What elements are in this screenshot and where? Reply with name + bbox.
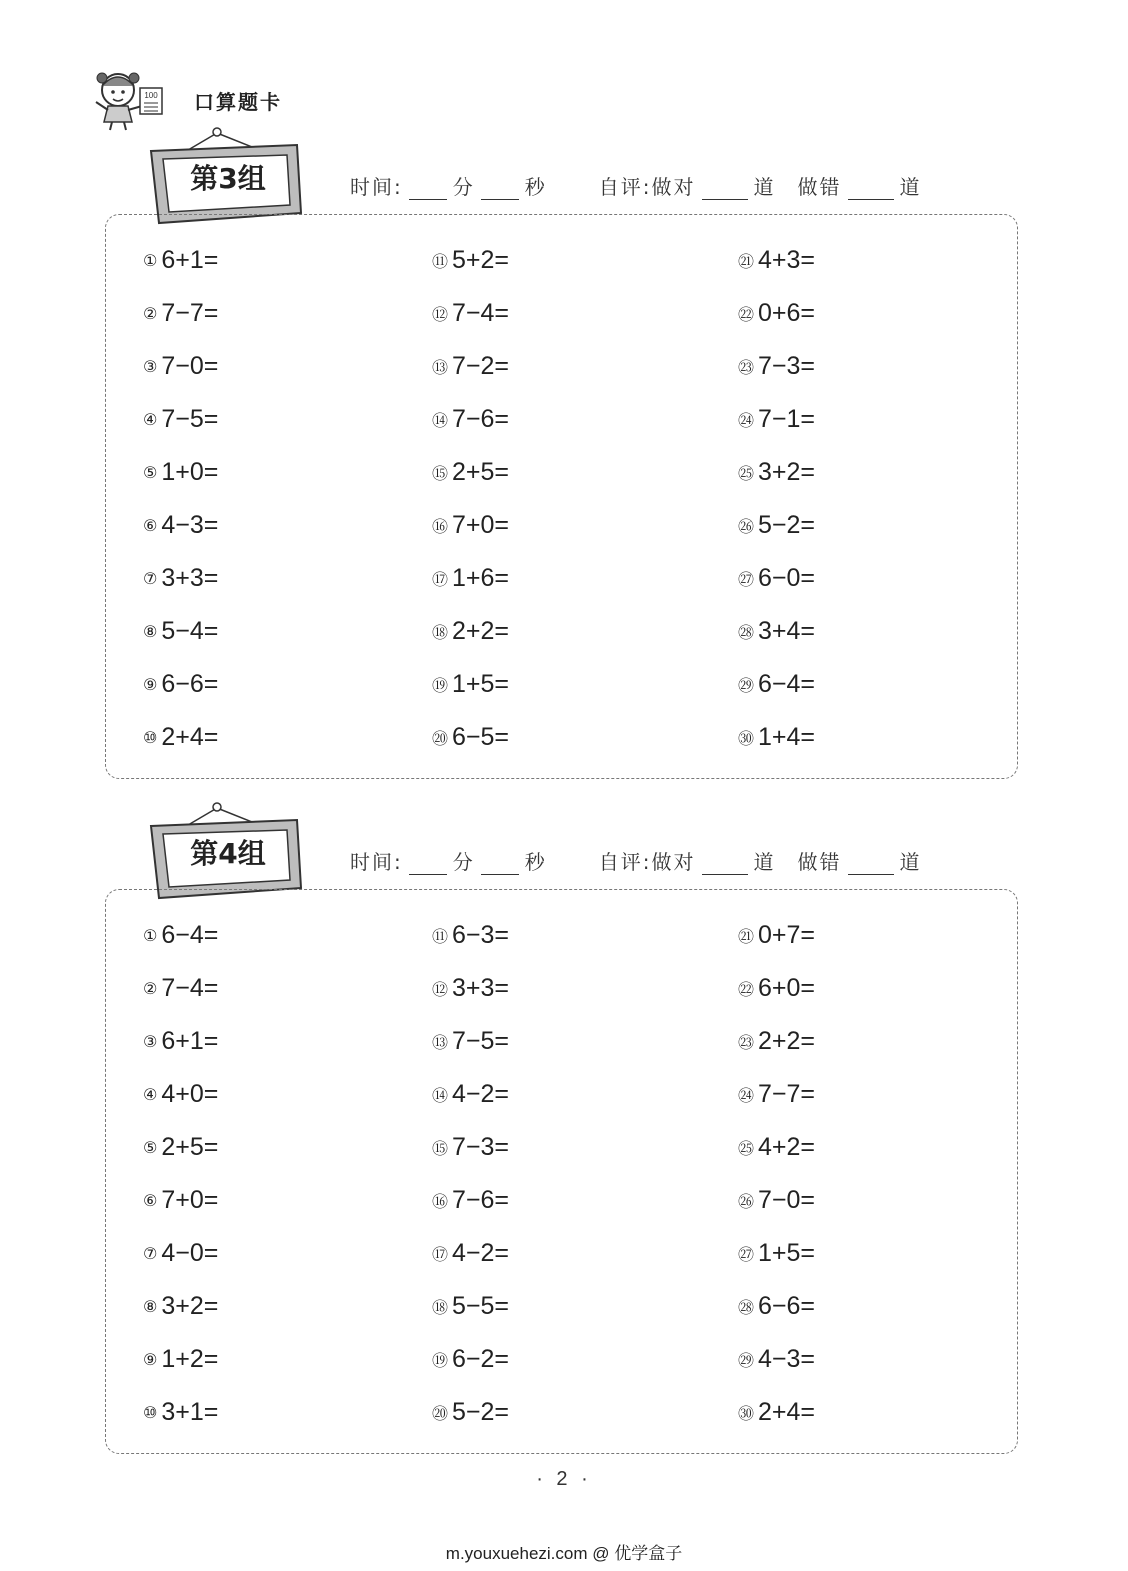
- dao-label: 道: [753, 850, 776, 874]
- seconds-label: 秒: [524, 175, 547, 199]
- correct-blank[interactable]: [702, 181, 748, 200]
- seconds-label: 秒: [524, 850, 547, 874]
- problem-number: ⑮: [432, 463, 449, 483]
- problem-expression: 4−3=: [758, 1345, 816, 1374]
- problem-expression: 6−5=: [452, 723, 510, 752]
- wrong-blank[interactable]: [848, 181, 894, 200]
- problem-number: ⑫: [432, 979, 449, 999]
- problem-item: [143, 1026, 218, 1056]
- group-label: 第3组: [190, 162, 266, 195]
- problem-item: [738, 1186, 815, 1216]
- problem-number: ⑳: [432, 729, 449, 749]
- problem-number: ⑭: [432, 410, 449, 430]
- problem-expression: 7−0=: [758, 1186, 816, 1214]
- problem-expression: 4+2=: [758, 1132, 816, 1161]
- problem-item: [432, 1239, 509, 1269]
- problem-expression: 6+1=: [161, 245, 219, 274]
- problem-number: ⑬: [432, 1032, 449, 1052]
- group-section-3: [105, 125, 1018, 785]
- problem-item: [738, 1026, 815, 1056]
- correct-label: 自评:做对: [598, 175, 696, 199]
- wrong-blank[interactable]: [848, 856, 894, 875]
- problem-item: [432, 723, 509, 753]
- problem-expression: 7−7=: [758, 1079, 816, 1108]
- problem-expression: 7−7=: [161, 298, 219, 327]
- problem-item: [432, 1345, 509, 1375]
- problem-item: [738, 1292, 815, 1322]
- problem-expression: 7−5=: [161, 404, 219, 433]
- problem-expression: 1+5=: [758, 1239, 816, 1268]
- problem-item: [143, 723, 218, 753]
- problem-item: [432, 973, 509, 1003]
- problem-item: [143, 351, 218, 381]
- problem-expression: 3+4=: [758, 617, 816, 646]
- problem-item: [738, 920, 815, 950]
- problem-expression: 7−3=: [758, 351, 816, 380]
- problem-expression: 3+2=: [758, 457, 816, 486]
- problem-number: ⑩: [143, 1403, 158, 1423]
- problem-number: ㉑: [738, 926, 755, 946]
- dao-label: 道: [899, 175, 922, 199]
- group-section-4: [105, 800, 1018, 1460]
- problem-number: ⑪: [432, 926, 449, 946]
- problem-number: ⑰: [432, 570, 449, 590]
- problem-item: [432, 351, 509, 381]
- problem-number: ③: [143, 356, 158, 376]
- problem-number: ㉕: [738, 1138, 755, 1158]
- problem-item: [738, 511, 815, 541]
- footer-watermark: m.youxuehezi.com @ 优学盒子: [445, 1544, 683, 1563]
- problem-number: ⑳: [432, 1404, 449, 1424]
- problem-expression: 6−2=: [452, 1345, 510, 1374]
- problem-number: ㉗: [738, 1245, 755, 1265]
- problem-expression: 7−0=: [161, 351, 219, 380]
- problem-item: [143, 245, 218, 275]
- problem-item: [143, 1292, 218, 1322]
- problem-item: [432, 1026, 509, 1056]
- problem-number: ㉓: [738, 357, 755, 377]
- problem-item: [143, 564, 218, 594]
- problem-item: [143, 617, 218, 647]
- problem-number: ⑰: [432, 1245, 449, 1265]
- kid-mascot-icon: [90, 64, 170, 134]
- problem-item: [432, 457, 509, 487]
- problem-expression: 2+4=: [161, 723, 219, 752]
- problem-number: ㉒: [738, 979, 755, 999]
- problem-number: ⑲: [432, 676, 449, 696]
- problem-number: ⑪: [432, 251, 449, 271]
- problem-item: [738, 564, 815, 594]
- problem-item: [143, 404, 218, 434]
- problem-item: [143, 920, 218, 950]
- problem-item: [738, 404, 815, 434]
- problem-item: [738, 670, 815, 700]
- problem-item: [432, 1292, 509, 1322]
- problem-item: [432, 404, 509, 434]
- problem-number: ⑧: [143, 1297, 158, 1317]
- problem-number: ⑫: [432, 304, 449, 324]
- problem-expression: 1+2=: [161, 1345, 219, 1374]
- problem-expression: 2+2=: [758, 1026, 816, 1055]
- problem-expression: 3+1=: [161, 1398, 219, 1427]
- problem-number: ㉔: [738, 410, 755, 430]
- problem-number: ㉒: [738, 304, 755, 324]
- svg-text:100: 100: [144, 91, 158, 100]
- problem-expression: 4−2=: [452, 1079, 510, 1108]
- problem-number: ⑦: [143, 569, 158, 589]
- problem-item: [143, 1132, 218, 1162]
- problem-number: ⑥: [143, 1191, 158, 1210]
- problem-number: ⑨: [143, 675, 158, 695]
- problem-item: [432, 511, 509, 541]
- problem-expression: 7+0=: [161, 1186, 219, 1214]
- wrong-label: 做错: [797, 850, 842, 874]
- problem-expression: 5−4=: [161, 617, 219, 646]
- problem-expression: 5−5=: [452, 1292, 510, 1321]
- problem-item: [432, 245, 509, 275]
- problem-expression: 1+6=: [452, 564, 510, 593]
- seconds-blank[interactable]: [481, 856, 519, 875]
- problem-item: [738, 1079, 815, 1109]
- problem-expression: 0+7=: [758, 920, 816, 949]
- problem-number: ㉖: [738, 1192, 755, 1211]
- minutes-blank[interactable]: [409, 856, 447, 875]
- problem-expression: 7−4=: [452, 298, 510, 327]
- problem-number: ⑦: [143, 1244, 158, 1264]
- problem-expression: 4+0=: [161, 1079, 219, 1108]
- problem-expression: 6−6=: [758, 1292, 816, 1321]
- problem-number: ①: [143, 250, 158, 270]
- problem-item: [432, 920, 509, 950]
- problem-item: [432, 1132, 509, 1162]
- problem-expression: 1+4=: [758, 723, 816, 752]
- problem-item: [143, 457, 218, 487]
- problem-expression: 4−2=: [452, 1239, 510, 1268]
- problem-expression: 4−0=: [161, 1239, 219, 1268]
- problem-number: ②: [143, 303, 158, 323]
- problem-number: ⑥: [143, 516, 158, 535]
- problem-item: [143, 1239, 218, 1269]
- correct-blank[interactable]: [702, 856, 748, 875]
- problem-item: [432, 298, 509, 328]
- problem-expression: 5−2=: [452, 1398, 510, 1427]
- problem-number: ⑩: [143, 728, 158, 748]
- problem-item: [432, 564, 509, 594]
- problem-expression: 5+2=: [452, 245, 510, 274]
- problem-item: [738, 723, 815, 753]
- problem-item: [143, 670, 218, 700]
- problem-expression: 6−4=: [758, 670, 816, 699]
- problem-number: ⑤: [143, 462, 158, 482]
- problem-expression: 1+5=: [452, 670, 510, 699]
- problem-expression: 1+0=: [161, 457, 219, 486]
- problem-expression: 4−3=: [161, 511, 219, 539]
- problem-number: ㉕: [738, 463, 755, 483]
- problem-item: [738, 1239, 815, 1269]
- problem-expression: 7+0=: [452, 511, 510, 539]
- problem-expression: 2+4=: [758, 1398, 816, 1427]
- problem-expression: 3+2=: [161, 1292, 219, 1321]
- page-number: · 2 ·: [536, 1468, 592, 1490]
- problem-item: [738, 1132, 815, 1162]
- problem-item: [143, 1398, 218, 1428]
- problem-number: ⑬: [432, 357, 449, 377]
- problem-expression: 2+2=: [452, 617, 510, 646]
- problem-item: [432, 1079, 509, 1109]
- correct-label: 自评:做对: [598, 850, 696, 874]
- problem-item: [738, 973, 815, 1003]
- problem-expression: 7−1=: [758, 404, 816, 433]
- dao-label: 道: [899, 850, 922, 874]
- problem-item: [738, 298, 815, 328]
- problem-item: [738, 245, 815, 275]
- problem-item: [143, 973, 218, 1003]
- problem-number: ㉓: [738, 1032, 755, 1052]
- header-title: 口算题卡: [194, 90, 282, 114]
- problem-number: ③: [143, 1031, 158, 1051]
- wrong-label: 做错: [797, 175, 842, 199]
- problem-number: ⑧: [143, 622, 158, 642]
- problems-box: [105, 889, 1018, 1454]
- problem-expression: 7−3=: [452, 1132, 510, 1161]
- problem-expression: 6−3=: [452, 920, 510, 949]
- timing-evaluation-line: [350, 171, 922, 200]
- problem-expression: 4+3=: [758, 245, 816, 274]
- problem-item: [738, 457, 815, 487]
- minutes-label: 分: [452, 175, 475, 199]
- problem-number: ⑮: [432, 1138, 449, 1158]
- problem-item: [432, 617, 509, 647]
- problem-number: ㉙: [738, 1351, 755, 1371]
- group-frame: [147, 125, 307, 215]
- problem-expression: 6+0=: [758, 973, 816, 1002]
- problem-number: ①: [143, 925, 158, 945]
- problem-expression: 7−6=: [452, 404, 510, 433]
- problem-item: [738, 1398, 815, 1428]
- problem-number: ㉗: [738, 570, 755, 590]
- minutes-blank[interactable]: [409, 181, 447, 200]
- problem-number: ⑨: [143, 1350, 158, 1370]
- problem-expression: 2+5=: [452, 457, 510, 486]
- problems-box: [105, 214, 1018, 779]
- problem-expression: 6+1=: [161, 1026, 219, 1055]
- problem-number: ㉚: [738, 729, 755, 749]
- problem-number: ㉑: [738, 251, 755, 271]
- problem-number: ⑯: [432, 1192, 449, 1211]
- problem-expression: 7−5=: [452, 1026, 510, 1055]
- problem-expression: 3+3=: [161, 564, 219, 593]
- problem-expression: 0+6=: [758, 298, 816, 327]
- seconds-blank[interactable]: [481, 181, 519, 200]
- problem-expression: 3+3=: [452, 973, 510, 1002]
- problem-number: ⑱: [432, 1298, 449, 1318]
- group-label: 第4组: [190, 837, 266, 870]
- problem-expression: 7−4=: [161, 973, 219, 1002]
- problem-number: ⑤: [143, 1137, 158, 1157]
- problem-item: [143, 1345, 218, 1375]
- problem-item: [432, 670, 509, 700]
- problem-number: ⑱: [432, 623, 449, 643]
- problem-number: ㉘: [738, 623, 755, 643]
- problem-number: ㉔: [738, 1085, 755, 1105]
- problem-expression: 6−0=: [758, 564, 816, 593]
- problem-number: ㉖: [738, 517, 755, 536]
- problem-number: ⑲: [432, 1351, 449, 1371]
- problem-expression: 6−6=: [161, 670, 219, 699]
- problem-expression: 2+5=: [161, 1132, 219, 1161]
- problem-number: ㉚: [738, 1404, 755, 1424]
- problem-item: [143, 1186, 218, 1216]
- dao-label: 道: [753, 175, 776, 199]
- problem-expression: 7−6=: [452, 1186, 510, 1214]
- problem-item: [143, 298, 218, 328]
- problem-number: ②: [143, 978, 158, 998]
- problem-expression: 7−2=: [452, 351, 510, 380]
- problem-item: [432, 1186, 509, 1216]
- problem-item: [143, 1079, 218, 1109]
- problem-item: [432, 1398, 509, 1428]
- minutes-label: 分: [452, 850, 475, 874]
- problem-item: [738, 351, 815, 381]
- problem-number: ㉙: [738, 676, 755, 696]
- problem-number: ④: [143, 409, 158, 429]
- problem-item: [143, 511, 218, 541]
- problem-number: ⑭: [432, 1085, 449, 1105]
- problem-expression: 6−4=: [161, 920, 219, 949]
- problem-expression: 5−2=: [758, 511, 816, 539]
- problem-item: [738, 617, 815, 647]
- time-label: 时间:: [350, 175, 403, 199]
- problem-item: [738, 1345, 815, 1375]
- time-label: 时间:: [350, 850, 403, 874]
- problem-number: ⑯: [432, 517, 449, 536]
- timing-evaluation-line: [350, 846, 922, 875]
- group-frame: [147, 800, 307, 890]
- problem-number: ㉘: [738, 1298, 755, 1318]
- problem-number: ④: [143, 1084, 158, 1104]
